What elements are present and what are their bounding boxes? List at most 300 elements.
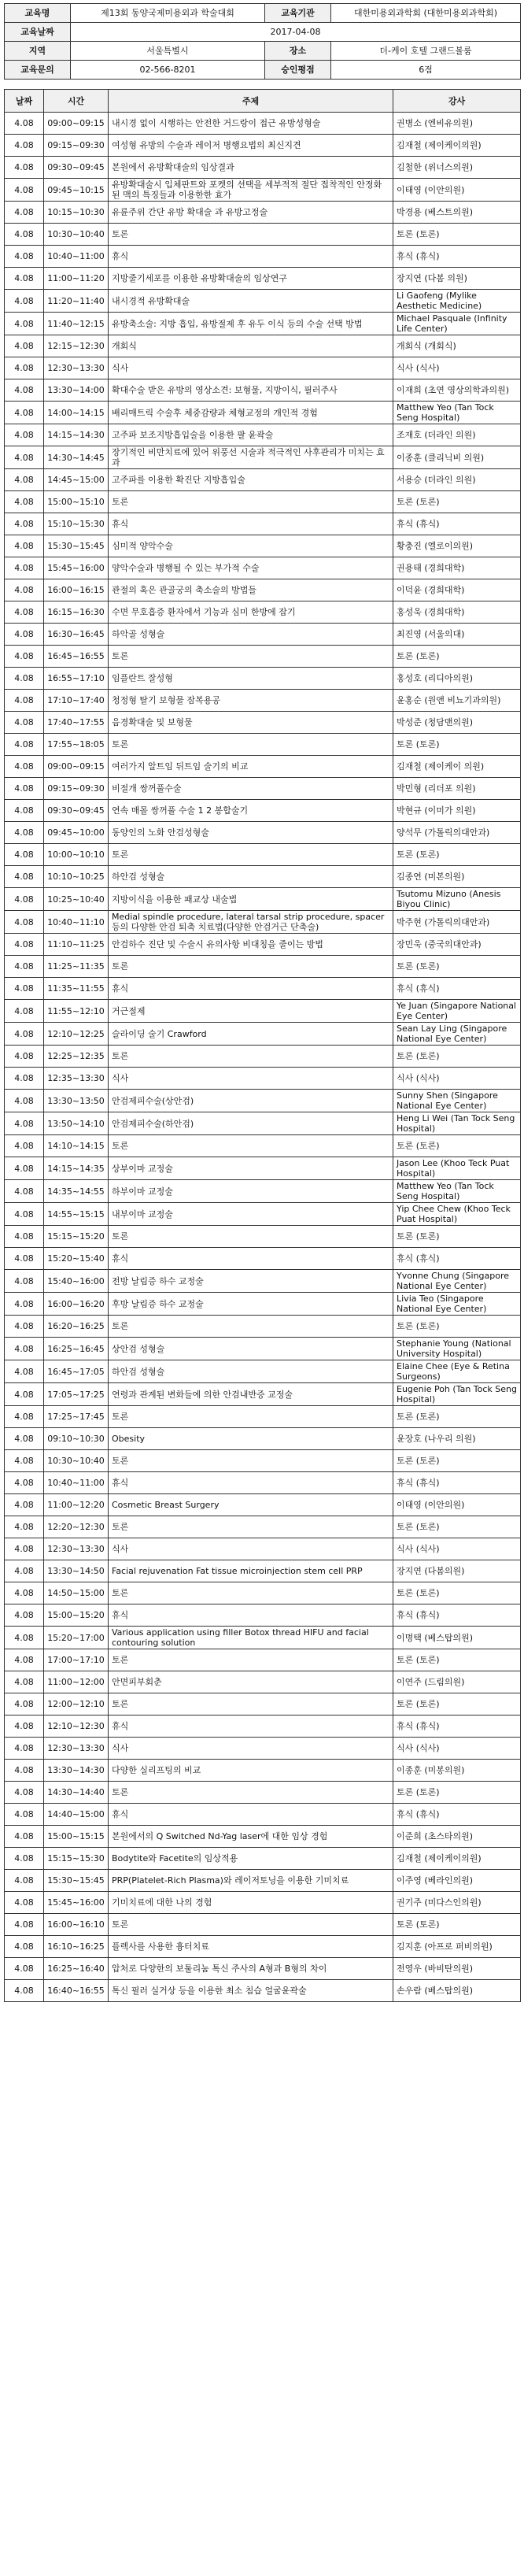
row-time: 10:25~10:40 xyxy=(44,888,109,911)
row-topic: 고주파 보조지방흡입술을 이용한 팔 윤곽술 xyxy=(109,424,393,446)
row-date: 4.08 xyxy=(5,1671,44,1693)
table-row xyxy=(5,379,521,402)
table-row xyxy=(5,1848,521,1870)
row-date: 4.08 xyxy=(5,1023,44,1046)
table-row xyxy=(5,1914,521,1936)
table-row xyxy=(5,1980,521,2002)
row-speaker: 박성준 (청담맨의원) xyxy=(393,712,521,734)
row-speaker: 이연주 (드림의원) xyxy=(393,1671,521,1693)
row-date: 4.08 xyxy=(5,690,44,712)
row-time: 14:00~14:15 xyxy=(44,402,109,424)
row-time: 12:10~12:30 xyxy=(44,1715,109,1738)
row-time: 17:55~18:05 xyxy=(44,734,109,756)
row-speaker: 윤홍순 (원앤 비뇨기과의원) xyxy=(393,690,521,712)
row-speaker: 권기주 (미다스인의원) xyxy=(393,1892,521,1914)
row-speaker: 개회식 (개회식) xyxy=(393,335,521,357)
row-time: 10:15~10:30 xyxy=(44,202,109,224)
table-row xyxy=(5,1023,521,1046)
row-date: 4.08 xyxy=(5,1360,44,1383)
row-time: 16:20~16:25 xyxy=(44,1316,109,1338)
table-row xyxy=(5,402,521,424)
row-topic: Various application using filler Botox thread HIFU and facial contouring solution xyxy=(109,1627,393,1649)
row-topic: 다양한 실리프팅의 비교 xyxy=(109,1760,393,1782)
row-date: 4.08 xyxy=(5,557,44,579)
row-date: 4.08 xyxy=(5,1112,44,1135)
row-time: 12:15~12:30 xyxy=(44,335,109,357)
row-speaker: Yip Chee Chew (Khoo Teck Puat Hospital) xyxy=(393,1203,521,1226)
table-row xyxy=(5,1338,521,1360)
table-row xyxy=(5,1270,521,1293)
organization-label: 교육기관 xyxy=(265,4,331,23)
row-time: 14:35~14:55 xyxy=(44,1180,109,1203)
course-date: 2017-04-08 xyxy=(71,23,521,42)
row-date: 4.08 xyxy=(5,1068,44,1090)
row-date: 4.08 xyxy=(5,978,44,1000)
spacer xyxy=(4,80,520,89)
row-date: 4.08 xyxy=(5,1693,44,1715)
row-topic: 토론 xyxy=(109,224,393,246)
row-topic: 하부이마 교정술 xyxy=(109,1180,393,1203)
table-row xyxy=(5,756,521,778)
row-topic: 관절의 혹은 관골궁의 축소술의 방법들 xyxy=(109,579,393,601)
schedule-table xyxy=(4,89,521,2002)
row-time: 14:10~14:15 xyxy=(44,1135,109,1157)
table-row xyxy=(5,1068,521,1090)
row-date: 4.08 xyxy=(5,934,44,956)
table-row xyxy=(5,1649,521,1671)
row-speaker: 이주영 (베라인의원) xyxy=(393,1870,521,1892)
row-time: 16:10~16:25 xyxy=(44,1936,109,1958)
row-topic: 토론 xyxy=(109,956,393,978)
row-speaker: 장지연 (다봄 의원) xyxy=(393,268,521,290)
row-speaker: 토론 (토론) xyxy=(393,1914,521,1936)
row-topic: 전방 날림증 하수 교정술 xyxy=(109,1270,393,1293)
table-row xyxy=(5,1782,521,1804)
row-time: 12:30~13:30 xyxy=(44,1738,109,1760)
region-label: 지역 xyxy=(5,42,71,61)
row-speaker: 식사 (식사) xyxy=(393,1738,521,1760)
row-date: 4.08 xyxy=(5,601,44,624)
row-speaker: 휴식 (휴식) xyxy=(393,1804,521,1826)
table-row xyxy=(5,1293,521,1316)
table-row xyxy=(5,424,521,446)
row-date: 4.08 xyxy=(5,1538,44,1560)
row-speaker: Heng Li Wei (Tan Tock Seng Hospital) xyxy=(393,1112,521,1135)
table-row xyxy=(5,624,521,646)
row-topic: 토론 xyxy=(109,1582,393,1604)
table-row xyxy=(5,1671,521,1693)
row-date: 4.08 xyxy=(5,1180,44,1203)
row-time: 15:40~16:00 xyxy=(44,1270,109,1293)
header-topic: 주제 xyxy=(109,90,393,113)
row-time: 13:30~14:50 xyxy=(44,1560,109,1582)
course-info-table xyxy=(4,3,521,80)
row-time: 14:15~14:30 xyxy=(44,424,109,446)
row-time: 16:30~16:45 xyxy=(44,624,109,646)
table-row xyxy=(5,1157,521,1180)
row-speaker: 장지연 (다봄의원) xyxy=(393,1560,521,1582)
row-speaker: 토론 (토론) xyxy=(393,1649,521,1671)
table-row xyxy=(5,1180,521,1203)
course-name-label: 교육명 xyxy=(5,4,71,23)
row-time: 15:15~15:20 xyxy=(44,1226,109,1248)
table-row xyxy=(5,202,521,224)
row-date: 4.08 xyxy=(5,1958,44,1980)
row-speaker: 토론 (토론) xyxy=(393,1582,521,1604)
row-speaker: 박현규 (이미가 의원) xyxy=(393,800,521,822)
row-date: 4.08 xyxy=(5,268,44,290)
row-speaker: 휴식 (휴식) xyxy=(393,1715,521,1738)
row-topic: 하안검 성형술 xyxy=(109,1360,393,1383)
row-date: 4.08 xyxy=(5,1848,44,1870)
table-row xyxy=(5,822,521,844)
row-topic: 휴식 xyxy=(109,246,393,268)
row-time: 12:00~12:10 xyxy=(44,1693,109,1715)
row-date: 4.08 xyxy=(5,1046,44,1068)
row-speaker: 휴식 (휴식) xyxy=(393,1472,521,1494)
credit-points-label: 승인평점 xyxy=(265,61,331,80)
row-date: 4.08 xyxy=(5,224,44,246)
row-date: 4.08 xyxy=(5,1870,44,1892)
row-speaker: 손우람 (베스탑의원) xyxy=(393,1980,521,2002)
row-topic: 토론 xyxy=(109,844,393,866)
row-speaker: Livia Teo (Singapore National Eye Center) xyxy=(393,1293,521,1316)
table-row xyxy=(5,844,521,866)
row-date: 4.08 xyxy=(5,911,44,934)
table-row xyxy=(5,1870,521,1892)
row-time: 11:20~11:40 xyxy=(44,290,109,313)
row-speaker: Tsutomu Mizuno (Anesis Biyou Clinic) xyxy=(393,888,521,911)
row-speaker: 박민형 (리더포 의원) xyxy=(393,778,521,800)
row-speaker: Michael Pasquale (Infinity Life Center) xyxy=(393,313,521,335)
row-topic: 연속 매몰 쌍꺼풀 수술 1 2 봉합술기 xyxy=(109,800,393,822)
row-time: 13:50~14:10 xyxy=(44,1112,109,1135)
row-date: 4.08 xyxy=(5,1090,44,1112)
table-row xyxy=(5,491,521,513)
row-time: 15:00~15:10 xyxy=(44,491,109,513)
row-topic: 유방확대술시 입체판트와 포켓의 선택을 세부적적 절단 접착적인 안정화된 맥의 특징들과 이용한한 효가 xyxy=(109,179,393,202)
row-topic: 연령과 관계된 변화들에 의한 안검내반증 교정술 xyxy=(109,1383,393,1406)
row-time: 16:40~16:55 xyxy=(44,1980,109,2002)
row-topic: 지방줄기세포를 이용한 유방확대술의 임상연구 xyxy=(109,268,393,290)
row-date: 4.08 xyxy=(5,179,44,202)
row-time: 12:25~12:35 xyxy=(44,1046,109,1068)
row-speaker: 조재호 (더라인 의원) xyxy=(393,424,521,446)
row-topic: 지방이식을 이용한 패교상 내술법 xyxy=(109,888,393,911)
row-topic: 휴식 xyxy=(109,1604,393,1627)
table-row xyxy=(5,1450,521,1472)
table-row xyxy=(5,246,521,268)
row-speaker: Matthew Yeo (Tan Tock Seng Hospital) xyxy=(393,1180,521,1203)
row-topic: 청정형 탈기 보형물 잠복용공 xyxy=(109,690,393,712)
row-date: 4.08 xyxy=(5,800,44,822)
row-topic: 확대수술 받은 유방의 영상소견: 보형물, 지방이식, 필러주사 xyxy=(109,379,393,402)
row-time: 15:15~15:30 xyxy=(44,1848,109,1870)
row-topic: 개회식 xyxy=(109,335,393,357)
row-time: 13:30~13:50 xyxy=(44,1090,109,1112)
table-row xyxy=(5,469,521,491)
table-row xyxy=(5,866,521,888)
row-time: 11:00~11:20 xyxy=(44,268,109,290)
row-speaker: 토론 (토론) xyxy=(393,1516,521,1538)
row-topic: 내시경 없이 시행하는 안전한 거드랑이 접근 유방성형술 xyxy=(109,113,393,135)
row-speaker: 이재희 (초연 영상의학과의원) xyxy=(393,379,521,402)
table-row xyxy=(5,1826,521,1848)
row-date: 4.08 xyxy=(5,888,44,911)
row-speaker: 토론 (토론) xyxy=(393,224,521,246)
row-time: 15:30~15:45 xyxy=(44,1870,109,1892)
row-speaker: 서용승 (더라인 의원) xyxy=(393,469,521,491)
row-topic: 휴식 xyxy=(109,513,393,535)
row-speaker: 김철한 (위너스의원) xyxy=(393,157,521,179)
row-time: 10:00~10:10 xyxy=(44,844,109,866)
table-row xyxy=(5,1582,521,1604)
row-date: 4.08 xyxy=(5,1516,44,1538)
row-date: 4.08 xyxy=(5,1627,44,1649)
row-topic: 안검하수 진단 및 수술시 유의사항 비대칭을 줄이는 방법 xyxy=(109,934,393,956)
table-row xyxy=(5,778,521,800)
row-time: 11:00~12:20 xyxy=(44,1494,109,1516)
table-row xyxy=(5,934,521,956)
row-date: 4.08 xyxy=(5,844,44,866)
table-row xyxy=(5,135,521,157)
table-row xyxy=(5,1046,521,1068)
row-date: 4.08 xyxy=(5,1157,44,1180)
row-speaker: 토론 (토론) xyxy=(393,1046,521,1068)
header-speaker: 강사 xyxy=(393,90,521,113)
row-topic: 상안검 성형술 xyxy=(109,1338,393,1360)
row-date: 4.08 xyxy=(5,822,44,844)
row-date: 4.08 xyxy=(5,1270,44,1293)
row-date: 4.08 xyxy=(5,1760,44,1782)
row-topic: 여러가지 알트임 뒤트임 술기의 비교 xyxy=(109,756,393,778)
row-date: 4.08 xyxy=(5,313,44,335)
row-time: 16:00~16:20 xyxy=(44,1293,109,1316)
row-topic: 양악수술과 병행될 수 있는 부가적 수술 xyxy=(109,557,393,579)
course-name: 제13회 동양국제미용외과 학술대회 xyxy=(71,4,265,23)
row-date: 4.08 xyxy=(5,712,44,734)
table-row xyxy=(5,1538,521,1560)
row-time: 10:40~11:00 xyxy=(44,246,109,268)
table-row xyxy=(5,1383,521,1406)
row-date: 4.08 xyxy=(5,1892,44,1914)
row-topic: 여성형 유방의 수술과 레이저 병행요법의 최신지견 xyxy=(109,135,393,157)
row-date: 4.08 xyxy=(5,135,44,157)
row-topic: 유륜주위 간단 유방 확대술 과 유방고정술 xyxy=(109,202,393,224)
table-row xyxy=(5,290,521,313)
row-time: 12:35~13:30 xyxy=(44,1068,109,1090)
row-date: 4.08 xyxy=(5,424,44,446)
row-time: 15:10~15:30 xyxy=(44,513,109,535)
table-row xyxy=(5,224,521,246)
row-time: 14:45~15:00 xyxy=(44,469,109,491)
row-date: 4.08 xyxy=(5,1406,44,1428)
table-row xyxy=(5,1135,521,1157)
row-time: 17:05~17:25 xyxy=(44,1383,109,1406)
row-time: 17:10~17:40 xyxy=(44,690,109,712)
row-topic: 유방축소술: 지방 흡입, 유방절제 후 유두 이식 등의 수술 선택 방법 xyxy=(109,313,393,335)
table-row xyxy=(5,335,521,357)
row-topic: 본원에서 유방확대술의 임상결과 xyxy=(109,157,393,179)
table-row xyxy=(5,712,521,734)
row-time: 09:00~09:15 xyxy=(44,113,109,135)
row-topic: 식사 xyxy=(109,357,393,379)
row-time: 10:40~11:00 xyxy=(44,1472,109,1494)
table-row xyxy=(5,1958,521,1980)
row-time: 12:30~13:30 xyxy=(44,1538,109,1560)
table-row xyxy=(5,157,521,179)
row-topic: 안검제피수술(상안검) xyxy=(109,1090,393,1112)
row-time: 10:10~10:25 xyxy=(44,866,109,888)
row-date: 4.08 xyxy=(5,734,44,756)
row-time: 11:00~12:00 xyxy=(44,1671,109,1693)
row-date: 4.08 xyxy=(5,1649,44,1671)
row-date: 4.08 xyxy=(5,866,44,888)
row-speaker: 휴식 (휴식) xyxy=(393,1604,521,1627)
table-row xyxy=(5,1892,521,1914)
region: 서울특별시 xyxy=(71,42,265,61)
row-speaker: Elaine Chee (Eye & Retina Surgeons) xyxy=(393,1360,521,1383)
row-date: 4.08 xyxy=(5,290,44,313)
row-topic: 토론 xyxy=(109,1135,393,1157)
contact-label: 교육문의 xyxy=(5,61,71,80)
row-time: 16:00~16:15 xyxy=(44,579,109,601)
row-date: 4.08 xyxy=(5,469,44,491)
row-time: 10:30~10:40 xyxy=(44,224,109,246)
table-row xyxy=(5,1000,521,1023)
course-date-label: 교육날짜 xyxy=(5,23,71,42)
row-speaker: 홍성호 (리디아의원) xyxy=(393,668,521,690)
row-speaker: 휴식 (휴식) xyxy=(393,1248,521,1270)
row-speaker: 김종연 (미본의원) xyxy=(393,866,521,888)
row-speaker: 휴식 (휴식) xyxy=(393,246,521,268)
row-time: 14:30~14:40 xyxy=(44,1782,109,1804)
row-speaker: 권병소 (엔비유의원) xyxy=(393,113,521,135)
row-topic: 후방 날림증 하수 교정술 xyxy=(109,1293,393,1316)
row-speaker: 이태영 (이안의원) xyxy=(393,179,521,202)
row-time: 11:40~12:15 xyxy=(44,313,109,335)
row-topic: PRP(Platelet-Rich Plasma)와 레이저토닝을 이용한 기미치료 xyxy=(109,1870,393,1892)
row-topic: 장기적인 비만치료에 있어 위풍선 시술과 적극적인 사후관리가 미치는 효과 xyxy=(109,446,393,469)
row-date: 4.08 xyxy=(5,1316,44,1338)
row-speaker: Yvonne Chung (Singapore National Eye Center) xyxy=(393,1270,521,1293)
table-row xyxy=(5,1406,521,1428)
row-date: 4.08 xyxy=(5,402,44,424)
row-topic: 토론 xyxy=(109,1914,393,1936)
row-speaker: 토론 (토론) xyxy=(393,1693,521,1715)
row-speaker: 토론 (토론) xyxy=(393,646,521,668)
row-date: 4.08 xyxy=(5,1936,44,1958)
row-date: 4.08 xyxy=(5,1560,44,1582)
row-speaker: 토론 (토론) xyxy=(393,1135,521,1157)
row-speaker: 토론 (토론) xyxy=(393,491,521,513)
row-speaker: 휴식 (휴식) xyxy=(393,513,521,535)
row-date: 4.08 xyxy=(5,1738,44,1760)
row-topic: 본원에서의 Q Switched Nd-Yag laser에 대한 임상 경험 xyxy=(109,1826,393,1848)
row-date: 4.08 xyxy=(5,357,44,379)
row-topic: Obesity xyxy=(109,1428,393,1450)
row-date: 4.08 xyxy=(5,113,44,135)
row-time: 14:50~15:00 xyxy=(44,1582,109,1604)
row-time: 09:30~09:45 xyxy=(44,800,109,822)
row-time: 16:25~16:40 xyxy=(44,1958,109,1980)
row-topic: 임플란트 잘성형 xyxy=(109,668,393,690)
row-speaker: 박주현 (가톨릭의대안과) xyxy=(393,911,521,934)
row-topic: 내부이마 교정술 xyxy=(109,1203,393,1226)
row-topic: 휴식 xyxy=(109,1804,393,1826)
row-topic: 토론 xyxy=(109,646,393,668)
table-row xyxy=(5,911,521,934)
table-row xyxy=(5,888,521,911)
row-speaker: 이덕윤 (경희대학) xyxy=(393,579,521,601)
row-speaker: 이종훈 (미봉의원) xyxy=(393,1760,521,1782)
row-topic: 배리매트릭 수술후 체중감량과 체형교정의 개인적 경험 xyxy=(109,402,393,424)
row-time: 15:00~15:20 xyxy=(44,1604,109,1627)
row-date: 4.08 xyxy=(5,1914,44,1936)
row-time: 16:55~17:10 xyxy=(44,668,109,690)
row-topic: 토론 xyxy=(109,1046,393,1068)
row-speaker: Sunny Shen (Singapore National Eye Center) xyxy=(393,1090,521,1112)
row-topic: 고주파를 이용한 확진단 지방흡입술 xyxy=(109,469,393,491)
row-time: 12:30~13:30 xyxy=(44,357,109,379)
row-speaker: 이명택 (베스탑의원) xyxy=(393,1627,521,1649)
table-row xyxy=(5,1112,521,1135)
row-date: 4.08 xyxy=(5,1000,44,1023)
table-row xyxy=(5,1248,521,1270)
row-speaker: Eugenie Poh (Tan Tock Seng Hospital) xyxy=(393,1383,521,1406)
row-time: 12:20~12:30 xyxy=(44,1516,109,1538)
row-speaker: 장민욱 (중국의대안과) xyxy=(393,934,521,956)
row-topic: 슬라이딩 술기 Crawford xyxy=(109,1023,393,1046)
row-speaker: 토론 (토론) xyxy=(393,1406,521,1428)
row-topic: Bodytite와 Facetite의 임상적용 xyxy=(109,1848,393,1870)
row-speaker: 토론 (토론) xyxy=(393,844,521,866)
row-topic: 압처로 다양한의 보툴리눔 톡신 주사의 A형과 B형의 차이 xyxy=(109,1958,393,1980)
row-time: 10:40~11:10 xyxy=(44,911,109,934)
table-row xyxy=(5,1760,521,1782)
row-time: 13:30~14:30 xyxy=(44,1760,109,1782)
row-speaker: 토론 (토론) xyxy=(393,734,521,756)
row-date: 4.08 xyxy=(5,1826,44,1848)
row-time: 14:55~15:15 xyxy=(44,1203,109,1226)
row-speaker: 전영우 (바비탄의원) xyxy=(393,1958,521,1980)
row-speaker: 홍성욱 (경희대학) xyxy=(393,601,521,624)
row-time: 16:45~16:55 xyxy=(44,646,109,668)
row-date: 4.08 xyxy=(5,1604,44,1627)
table-row xyxy=(5,579,521,601)
table-row xyxy=(5,513,521,535)
row-topic: 토론 xyxy=(109,1649,393,1671)
row-time: 09:45~10:15 xyxy=(44,179,109,202)
row-topic: 상부이마 교정술 xyxy=(109,1157,393,1180)
row-speaker: 토론 (토론) xyxy=(393,1782,521,1804)
table-row xyxy=(5,1604,521,1627)
row-topic: 휴식 xyxy=(109,1248,393,1270)
row-date: 4.08 xyxy=(5,624,44,646)
table-row xyxy=(5,113,521,135)
table-row xyxy=(5,978,521,1000)
row-topic: 기미치료에 대한 나의 경험 xyxy=(109,1892,393,1914)
row-topic: 토론 xyxy=(109,1516,393,1538)
table-row xyxy=(5,1360,521,1383)
row-time: 09:15~09:30 xyxy=(44,778,109,800)
row-time: 14:40~15:00 xyxy=(44,1804,109,1826)
table-row xyxy=(5,1472,521,1494)
table-row xyxy=(5,1090,521,1112)
row-topic: 식사 xyxy=(109,1538,393,1560)
row-date: 4.08 xyxy=(5,579,44,601)
table-row xyxy=(5,557,521,579)
